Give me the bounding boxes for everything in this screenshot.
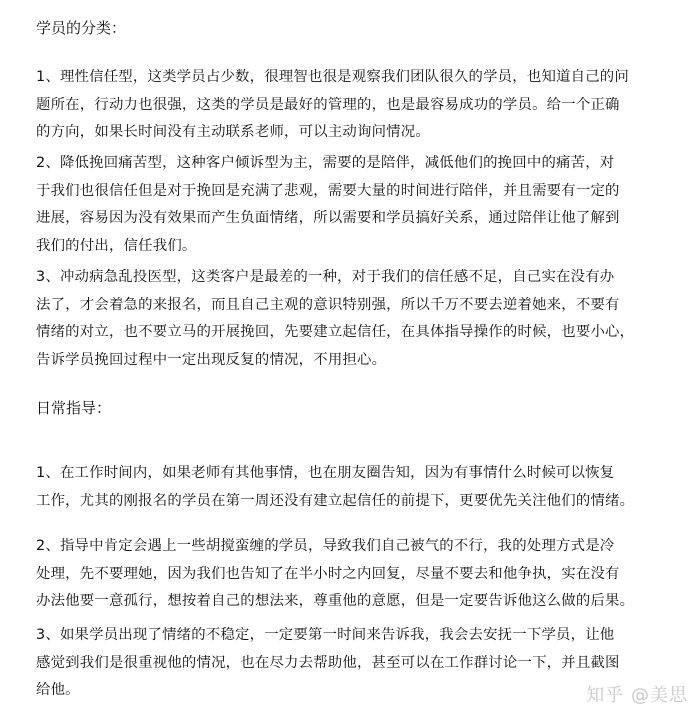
- text-line: 告诉学员挽回过程中一定出现反复的情况，不用担心。: [36, 351, 387, 368]
- text-line: 1、理性信任型，这类学员占少数，很理智也很是观察我们团队很久的学员，也知道自己的问: [36, 69, 629, 85]
- text-line: 于我们也很信任但是对于挽回是充满了悲观，需要大量的时间进行陪伴，并且需要有一定的: [36, 182, 620, 199]
- text-line: 工作，尤其的刚报名的学员在第一周还没有建立起信任的前提下，更要优先关注他们的情绪。: [36, 492, 635, 509]
- text-line: 情绪的对立，也不要立马的开展挽回，先要建立起信任，在具体指导操作的时候，也要小心，: [36, 324, 635, 340]
- paragraph-guidance-1: [36, 460, 666, 515]
- section-heading-classification: 学员的分类：: [36, 19, 127, 37]
- section-heading-daily-guidance: 日常指导：: [36, 399, 112, 417]
- text-line: 2、降低挽回痛苦型，这种客户倾诉型为主，需要的是陪伴，减低他们的挽回中的痛苦，对: [36, 155, 615, 171]
- paragraph-guidance-2: [36, 533, 666, 616]
- paragraph-type-3: [36, 264, 666, 374]
- text-line: 感觉到我们是很重视他的情况，也在尽力去帮助他，甚至可以在工作群讨论一下，并且截图: [36, 654, 620, 671]
- text-line: 3、如果学员出现了情绪的不稳定，一定要第一时间来告诉我，我会去安抚一下学员，让他: [36, 627, 615, 643]
- text-line: 的方向，如果长时间没有主动联系老师，可以主动询问情况。: [36, 124, 430, 140]
- paragraph-guidance-3: [36, 622, 666, 705]
- zhihu-watermark: 知乎 @美思: [586, 685, 688, 706]
- text-line: 2、指导中肯定会遇上一些胡搅蛮缠的学员，导致我们自己被气的不行，我的处理方式是冷: [36, 538, 615, 554]
- text-line: 办法他要一意孤行，想按着自己的想法来，尊重他的意愿，但是一定要告诉他这么做的后果。: [36, 593, 635, 609]
- text-line: 3、冲动病急乱投医型，这类客户是最差的一种，对于我们的信任感不足，自己实在没有办: [36, 269, 615, 285]
- text-line: 进展，容易因为没有效果而产生负面情绪，所以需要和学员搞好关系，通过陪伴让他了解到: [36, 210, 620, 226]
- paragraph-type-2: [36, 150, 666, 260]
- text-line: 题所在，行动力也很强，这类的学员是最好的管理的，也是最容易成功的学员。给一个正确: [36, 96, 620, 113]
- text-line: 法了，才会着急的来报名，而且自己主观的意识特别强，所以千万不要去逆着她来，不要有: [36, 296, 620, 313]
- text-line: 我们的付出，信任我们。: [36, 237, 197, 254]
- paragraph-type-1: [36, 64, 666, 147]
- text-line: 1、在工作时间内，如果老师有其他事情，也在朋友圈告知，因为有事情什么时候可以恢复: [36, 465, 615, 481]
- text-line: 处理，先不要理她，因为我们也告知了在半小时之内回复，尽量不要去和他争执，实在没有: [36, 565, 620, 582]
- text-line: 给他。: [36, 682, 80, 698]
